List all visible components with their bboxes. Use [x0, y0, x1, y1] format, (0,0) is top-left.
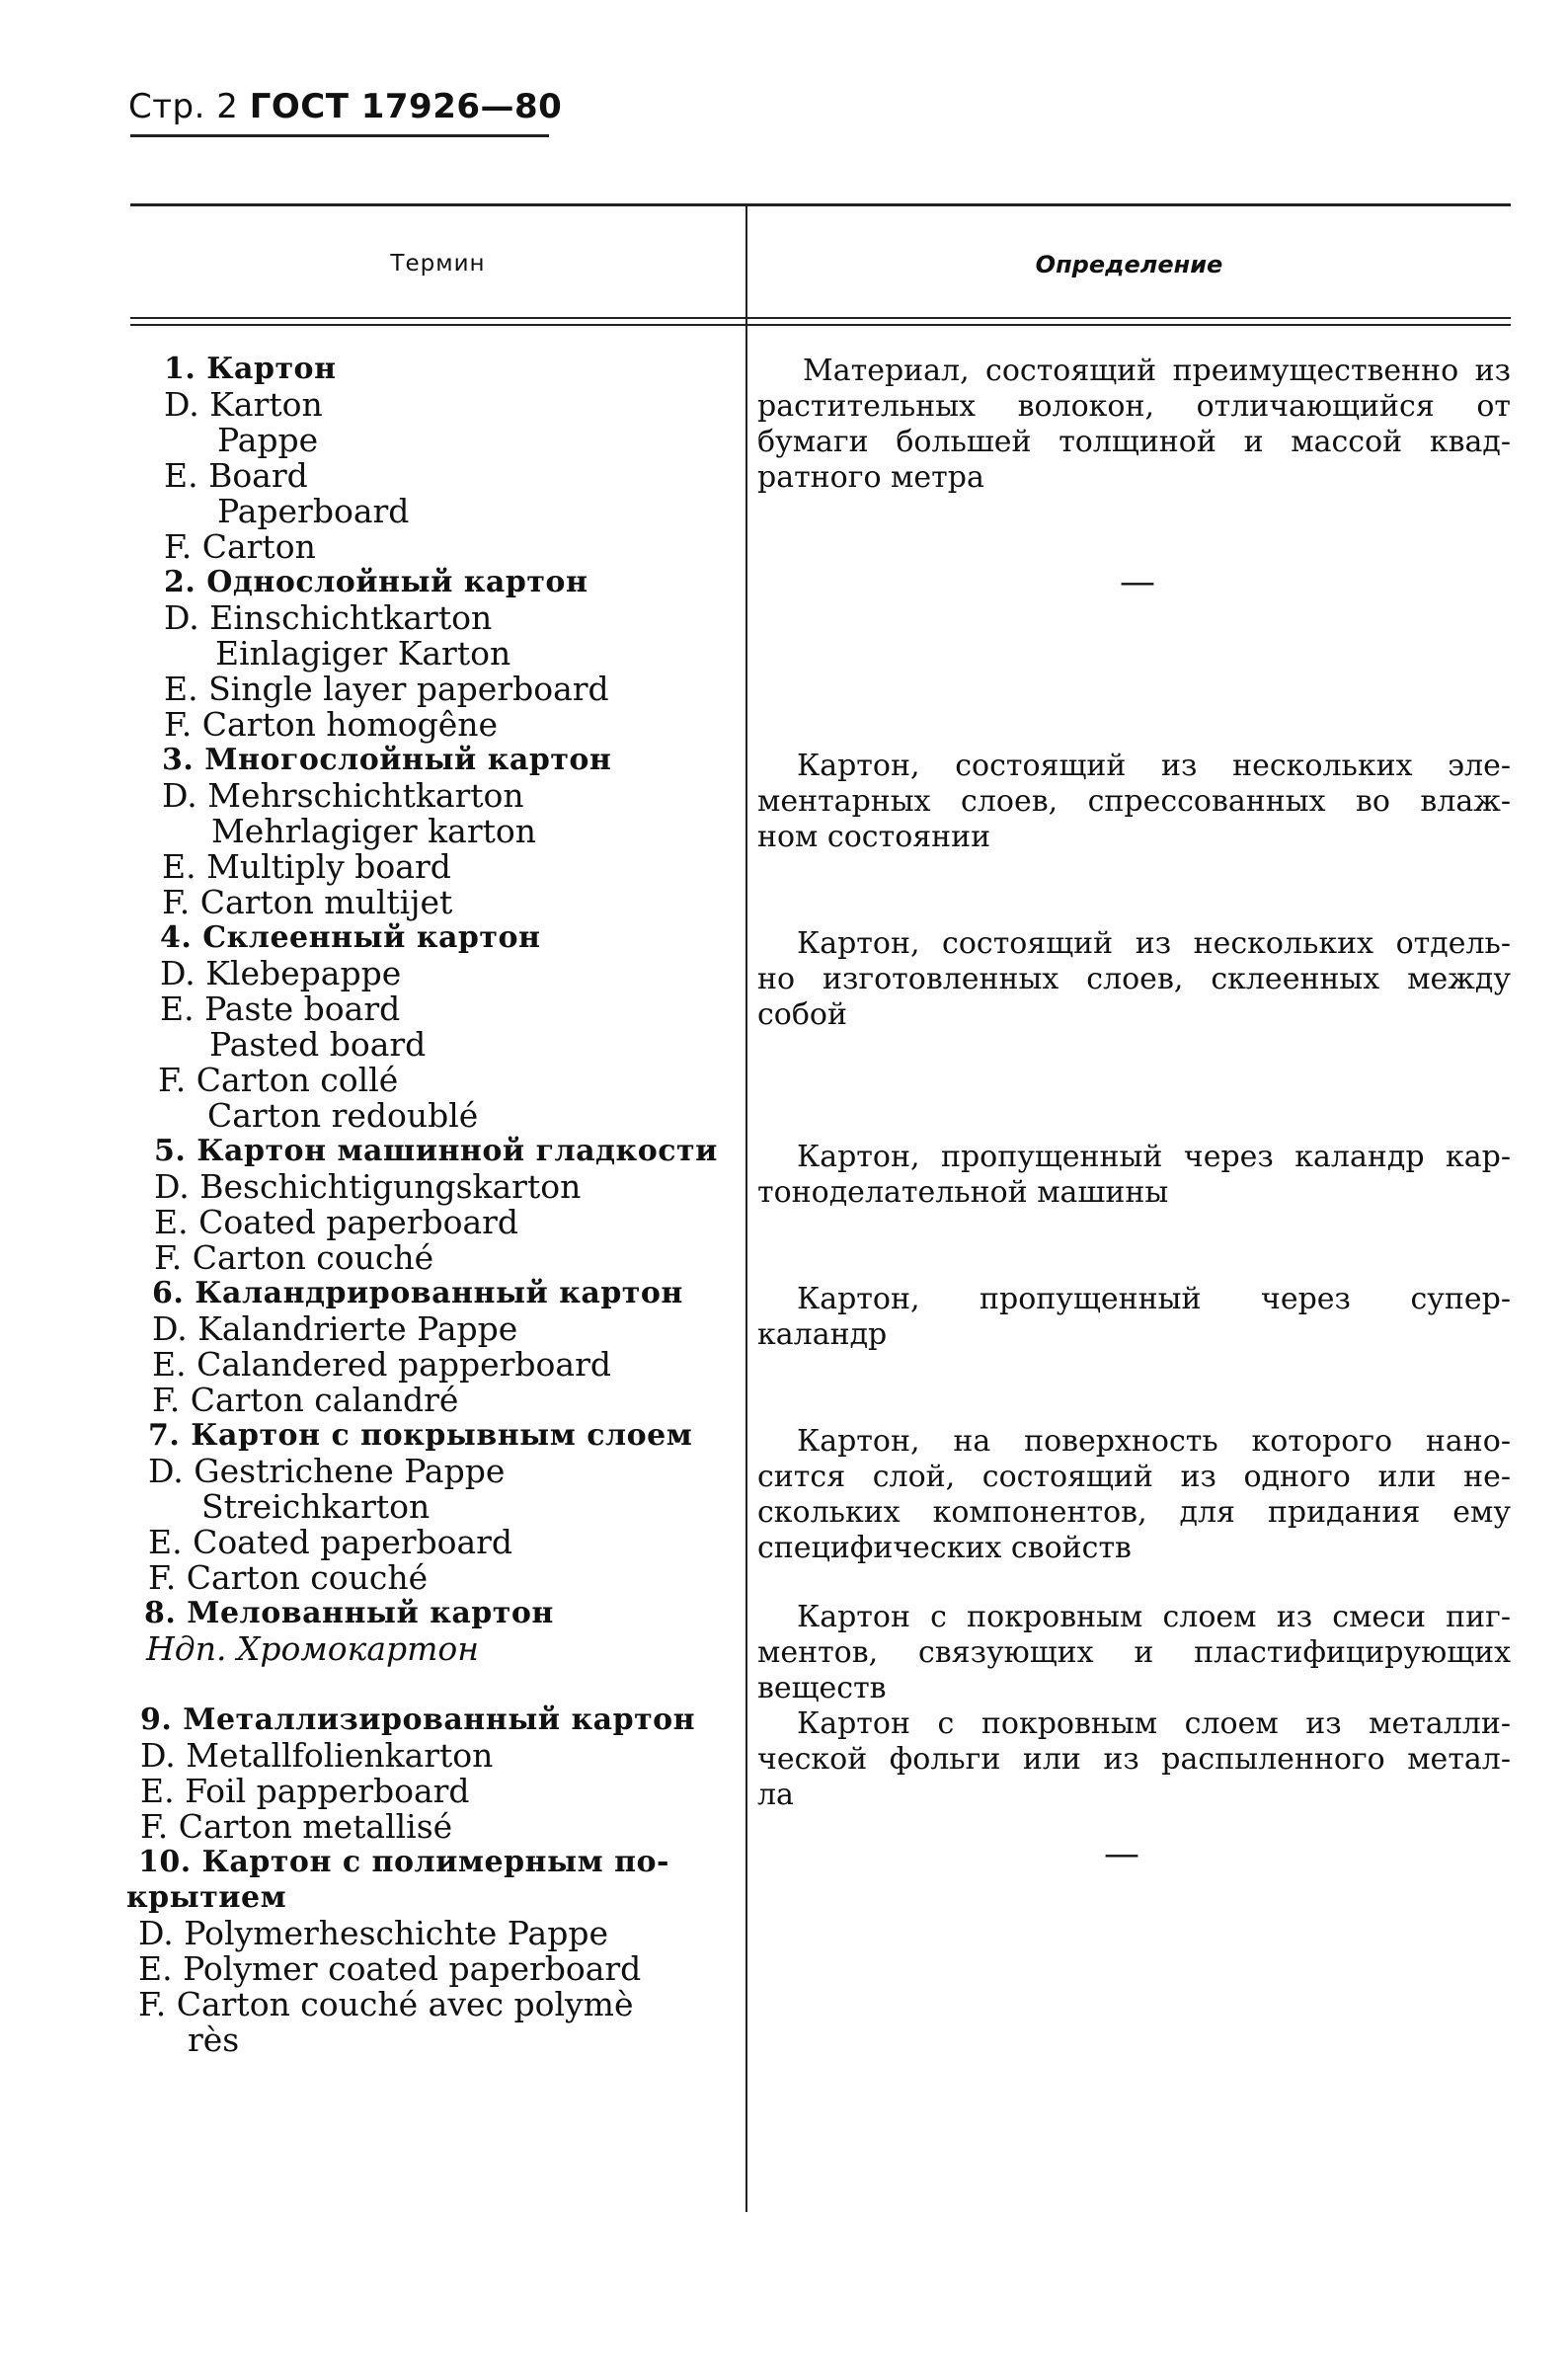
definition-line: сится слой, состоящий из одного или не-: [757, 1460, 1511, 1494]
definition-line: но изготовленных слоев, склеенных между: [757, 962, 1511, 996]
definition: [757, 926, 1511, 1033]
term-en: E. Multiply board: [162, 847, 451, 886]
empty-definition-dash: —: [1104, 1834, 1139, 1874]
page-label: Стр. 2: [128, 87, 239, 126]
term-de-alt: Pappe: [217, 421, 319, 459]
definition-line: Картон, на поверхность которого нано-: [797, 1424, 1511, 1459]
header-bottom-rule: [130, 317, 1511, 319]
column-header-term: Термин: [390, 251, 486, 277]
term-de: D. Polymerheschichte Pappe: [138, 1914, 608, 1952]
definition: [757, 1600, 1511, 1706]
definition-line: Материал, состоящий преимущественно из: [803, 354, 1511, 388]
term-ru: 9. Металлизированный картон: [140, 1703, 696, 1737]
term-ru-cont: крытием: [126, 1880, 287, 1915]
header-bottom-rule-double: [130, 324, 1511, 326]
term-de: D. Klebepappe: [160, 954, 402, 992]
term-fr: F. Carton couché: [148, 1558, 429, 1597]
term-fr-cont: rès: [188, 2020, 240, 2059]
term-en: E. Coated paperboard: [148, 1523, 513, 1561]
term-de: D. Mehrschichtkarton: [162, 776, 524, 815]
table-top-rule: [130, 203, 1511, 206]
definition: [757, 1140, 1511, 1211]
page-header: [128, 87, 562, 126]
term-ru: 7. Картон с покрывным слоем: [148, 1418, 693, 1453]
term-de: D. Karton: [164, 385, 323, 424]
definition: [757, 749, 1511, 855]
definition-line: Картон, состоящий из нескольких отдель-: [797, 926, 1511, 961]
term-de: D. Einschichtkarton: [164, 598, 493, 637]
term-de-alt: Streichkarton: [201, 1487, 431, 1526]
term-ru: 2. Однослойный картон: [164, 565, 588, 599]
empty-definition-dash: —: [1120, 562, 1155, 602]
term-en: E. Polymer coated paperboard: [138, 1949, 642, 1988]
header-rule: [130, 134, 549, 137]
term-en-alt: Pasted board: [209, 1025, 427, 1064]
definition-line: растительных волокон, отличающийся от: [757, 389, 1511, 424]
definition-line: ратного метра: [757, 460, 984, 495]
term-fr: F. Carton couché: [154, 1238, 434, 1277]
term-de-alt: Einlagiger Karton: [215, 634, 511, 673]
term-fr: F. Carton metallisé: [140, 1807, 453, 1846]
term-en: E. Single layer paperboard: [164, 670, 609, 708]
term-ru: 8. Мелованный картон: [144, 1596, 554, 1630]
column-header-definition: Определение: [1035, 251, 1223, 278]
term-ru: 10. Картон с полимерным по-: [138, 1845, 670, 1879]
doc-code: ГОСТ 17926—80: [249, 87, 563, 126]
term-fr: F. Carton calandré: [152, 1381, 459, 1419]
term-fr-alt: Carton redoublé: [207, 1096, 479, 1135]
term-de: D. Kalandrierte Pappe: [152, 1309, 518, 1348]
definition: [757, 354, 1511, 496]
term-de: D. Gestrichene Pappe: [148, 1452, 506, 1490]
definition-line: Картон, пропущенный через каландр кар-: [797, 1140, 1511, 1174]
term-ru: 1. Картон: [164, 352, 337, 386]
definition-line: ментов, связующих и пластифицирующих: [757, 1635, 1511, 1670]
definition: [757, 1424, 1511, 1566]
term-de: D. Metallfolienkarton: [140, 1736, 494, 1775]
definition-line: ла: [757, 1778, 794, 1812]
definition-line: Картон, состоящий из нескольких эле-: [797, 749, 1511, 783]
term-ru: 5. Картон машинной гладкости: [154, 1134, 718, 1168]
term-fr: F. Carton couché avec polymè: [138, 1985, 634, 2023]
term-en: E. Paste board: [160, 990, 401, 1028]
term-en: E. Coated paperboard: [154, 1203, 519, 1241]
term-fr: F. Carton multijet: [162, 883, 453, 921]
definition-line: Картон с покровным слоем из смеси пиг-: [797, 1600, 1511, 1634]
term-en: E. Calandered papperboard: [152, 1345, 611, 1384]
definition-line: Картон с покровным слоем из металли-: [797, 1706, 1511, 1741]
definition-line: каландр: [757, 1317, 888, 1352]
definition: [757, 1282, 1511, 1353]
term-fr: F. Carton collé: [158, 1061, 399, 1099]
term-en: E. Foil papperboard: [140, 1772, 470, 1810]
term-fr: F. Carton: [164, 527, 316, 566]
term-ru: 3. Многослойный картон: [162, 743, 612, 777]
term-fr: F. Carton homogêne: [164, 705, 499, 744]
definition-line: Картон, пропущенный через супер-: [797, 1282, 1511, 1316]
definition-line: ческой фольги или из распыленного метал-: [757, 1742, 1511, 1777]
definition-line: веществ: [757, 1671, 887, 1705]
term-de: D. Beschichtigungskarton: [154, 1167, 582, 1206]
definition-line: бумаги большей толщиной и массой квад-: [757, 425, 1511, 459]
term-deprecated: Ндп. Хромокартон: [146, 1629, 480, 1668]
term-en-alt: Paperboard: [217, 492, 410, 530]
term-de-alt: Mehrlagiger karton: [211, 812, 537, 850]
definition: [757, 1706, 1511, 1813]
term-ru: 4. Склеенный картон: [160, 920, 541, 955]
definition-line: скольких компонентов, для придания ему: [757, 1495, 1511, 1530]
term-en: E. Board: [164, 456, 308, 495]
column-divider: [745, 203, 747, 2212]
definition-line: ном состоянии: [757, 820, 991, 854]
term-ru: 6. Каландрированный картон: [152, 1276, 683, 1310]
definition-line: собой: [757, 997, 847, 1032]
definition-line: тоноделательной машины: [757, 1175, 1169, 1210]
definition-line: специфических свойств: [757, 1531, 1132, 1565]
definition-line: ментарных слоев, спрессованных во влаж-: [757, 784, 1511, 819]
